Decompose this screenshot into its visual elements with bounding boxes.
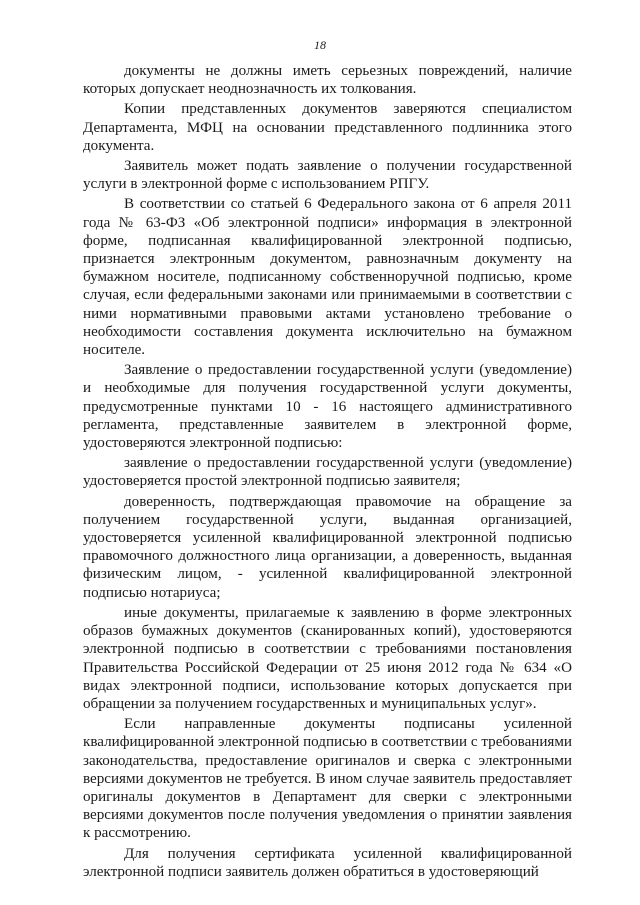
- paragraph: В соответствии со статьей 6 Федерального закона от 6 апреля 2011 года № 63-ФЗ «Об электронной подписи» информация в электронной форме, подписанная квалифицированной электронной подписью, признается электронным документом, равнозначным документу на бумажном носителе, подписанному собственноручной подписью, кроме случая, если федеральными законами или принимаемыми в соответствии с ними нормативными правовыми актами установлено требование о необходимости составления документа исключительно на бумажном носителе.: [83, 196, 572, 359]
- paragraph: Заявление о предоставлении государственной услуги (уведомление) и необходимые для получения государственной услуги документы, предусмотренные пунктами 10 - 16 настоящего административного регламента, представленные заявителем в электронной форме, удостоверяются электронной подписью:: [83, 362, 572, 452]
- paragraph: доверенность, подтверждающая правомочие на обращение за получением государственной услуги, выданная организацией, удостоверяется усиленной квалифицированной электронной подписью правомочного должностного лица организации, а доверенность, выданная физическим лицом, - усиленной квалифицированной электронной подписью нотариуса;: [83, 493, 572, 601]
- paragraph: документы не должны иметь серьезных повреждений, наличие которых допускает неоднозначность их толкования.: [83, 63, 572, 98]
- paragraph: заявление о предоставлении государственной услуги (уведомление) удостоверяется простой электронной подписью заявителя;: [83, 455, 572, 490]
- document-body: [83, 62, 572, 883]
- paragraph: Копии представленных документов заверяются специалистом Департамента, МФЦ на основании представленного подлинника этого документа.: [83, 101, 572, 154]
- paragraph: Заявитель может подать заявление о получении государственной услуги в электронной форме с использованием РПГУ.: [83, 158, 572, 193]
- page-number: 18: [314, 38, 326, 52]
- paragraph: Если направленные документы подписаны усиленной квалифицированной электронной подписью в соответствии с требованиями законодательства, предоставление оригиналов и сверка с электронными версиями документов не требуется. В ином случае заявитель предоставляет оригиналы документов в Департамент для сверки с электронными версиями документов после получения уведомления о принятии заявления к рассмотрению.: [83, 716, 572, 842]
- paragraph: иные документы, прилагаемые к заявлению в форме электронных образов бумажных документов (сканированных копий), удостоверяются электронной подписью в соответствии с требованиями постановления Правительства Российской Федерации от 25 июня 2012 года № 634 «О видах электронной подписи, использование которых допускается при обращении за получением государственных и муниципальных услуг».: [83, 604, 572, 712]
- paragraph: Для получения сертификата усиленной квалифицированной электронной подписи заявитель должен обратиться в удостоверяющий: [83, 845, 572, 880]
